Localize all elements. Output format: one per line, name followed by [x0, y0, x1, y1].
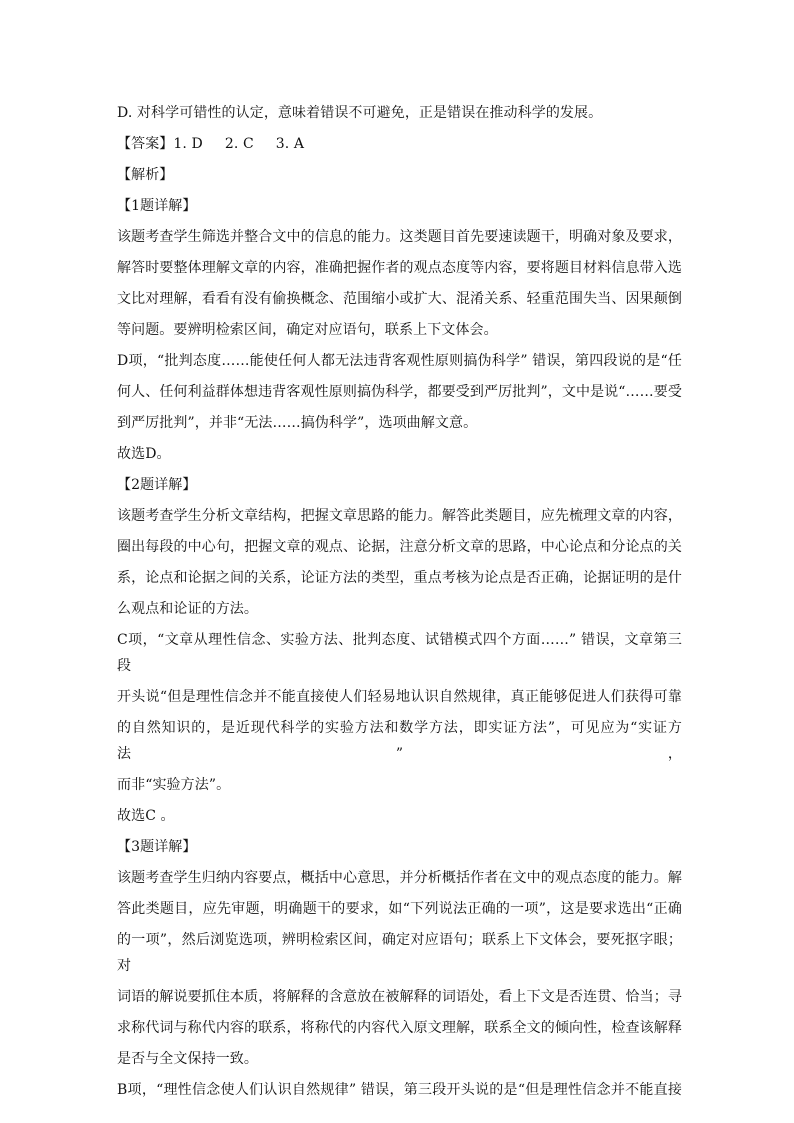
document-page: [117, 100, 682, 1103]
q1-choice: 故选D。: [117, 446, 171, 462]
q1-paragraph-line: 等问题。要辨明检索区间，确定对应语句，联系上下文体会。: [117, 322, 498, 338]
q3-paragraph-line: 答此类题目，应先审题，明确题干的要求，如“下列说法正确的一项”，这是要求选出“正确: [117, 901, 682, 917]
q2-option-line: C项，“文章从理性信念、实验方法、批判态度、试错模式四个方面……” 错误，文章第三段: [117, 632, 682, 674]
answer-label: 【答案】: [117, 136, 174, 152]
answer-3: 3. A: [275, 136, 305, 152]
q3-paragraph-line: 词语的解说要抓住本质，将解释的含意放在被解释的词语处，看上下文是否连贯、恰当；寻: [117, 989, 682, 1005]
q3-paragraph-line: 该题考查学生归纳内容要点，概括中心意思，并分析概括作者在文中的观点态度的能力。解: [117, 870, 682, 886]
q2-paragraph-line: 该题考查学生分析文章结构，把握文章思路的能力。解答此类题目，应先梳理文章的内容，: [117, 508, 682, 524]
q3-paragraph-line: 求称代词与称代内容的联系，将称代的内容代入原文理解，联系全文的倾向性，检查该解释: [117, 1020, 682, 1036]
q3-heading: 【3题详解】: [117, 839, 197, 855]
q2-option-line: 开头说“但是理性信念并不能直接使人们轻易地认识自然规律，真正能够促进人们获得可靠: [117, 689, 682, 705]
answer-2: 2. C: [224, 136, 254, 152]
q1-paragraph-line: 文比对理解，看看有没有偷换概念、范围缩小或扩大、混淆关系、轻重范围失当、因果颠倒: [117, 291, 682, 307]
q2-option-line: 而非“实验方法”。: [117, 777, 231, 793]
q3-option-line: B项，“理性信念使人们认识自然规律” 错误，第三段开头说的是“但是理性信念并不能直接: [117, 1082, 682, 1098]
q2-heading: 【2题详解】: [117, 477, 197, 493]
q3-paragraph-line: 是否与全文保持一致。: [117, 1051, 258, 1067]
q2-paragraph-line: 系，论点和论据之间的关系，论证方法的类型，重点考核为论点是否正确，论据证明的是什: [117, 570, 682, 586]
q1-paragraph-line: 解答时要整体理解文章的内容，准确把握作者的观点态度等内容，要将题目材料信息带入选: [117, 260, 682, 276]
answer-1: 1. D: [173, 136, 203, 152]
option-d-line: D. 对科学可错性的认定，意味着错误不可避免，正是错误在推动科学的发展。: [117, 105, 603, 121]
answer-line: [117, 131, 682, 157]
q2-option-line: 的自然知识的，是近现代科学的实验方法和数学方法，即实证方法”，可见应为“实证方法”，: [117, 720, 682, 762]
q2-choice: 故选C 。: [117, 808, 175, 824]
q1-option-line: 何人、任何利益群体想违背客观性原则搞伪科学，都要受到严厉批判”，文中是说“……要受: [117, 384, 682, 400]
analysis-heading: 【解析】: [117, 167, 174, 183]
q1-heading: 【1题详解】: [117, 198, 197, 214]
q2-paragraph-line: 圈出每段的中心句，把握文章的观点、论据，注意分析文章的思路，中心论点和分论点的关: [117, 539, 682, 555]
q1-paragraph-line: 该题考查学生筛选并整合文中的信息的能力。这类题目首先要速读题干，明确对象及要求，: [117, 229, 682, 245]
q1-option-line: D项，“批判态度……能使任何人都无法违背客观性原则搞伪科学” 错误，第四段说的是“任: [117, 353, 682, 369]
q2-paragraph-line: 么观点和论证的方法。: [117, 601, 258, 617]
q1-option-line: 到严厉批判”，并非“无法……搞伪科学”，选项曲解文意。: [117, 415, 478, 431]
q3-paragraph-line: 的一项”，然后浏览选项，辨明检索区间，确定对应语句；联系上下文体会，要死抠字眼；对: [117, 932, 682, 974]
